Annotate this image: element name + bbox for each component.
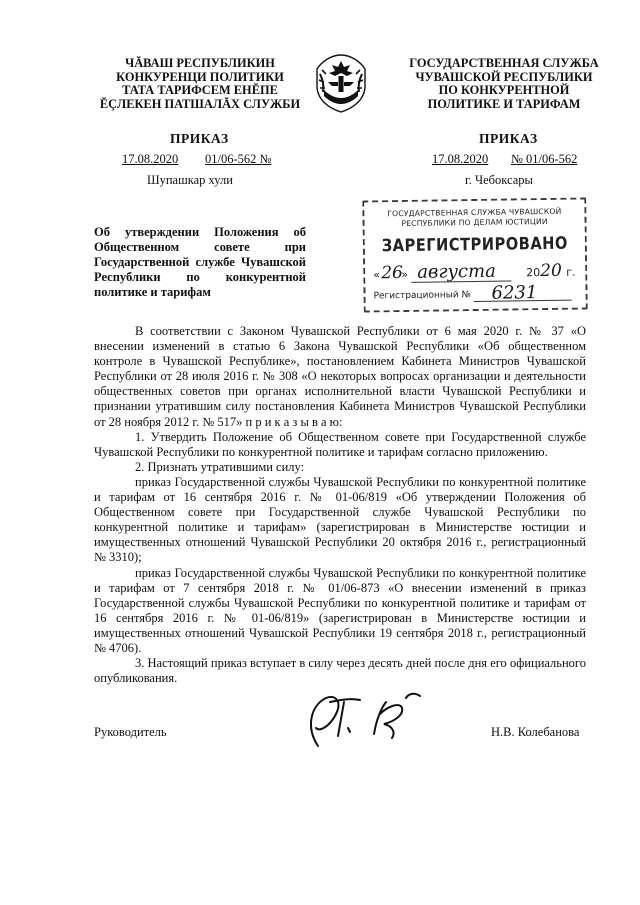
subject-line: Общественном совете при — [94, 239, 306, 254]
header-left-line: ĔÇЛЕКЕН ПАТШАЛĂХ СЛУЖБИ — [99, 96, 301, 111]
order-subject — [94, 225, 306, 300]
stamp-year-suffix: 20 — [540, 260, 563, 282]
header-right-line: ПО КОНКУРЕНТНОЙ — [438, 83, 570, 98]
body-paragraph: приказ Государственной службы Чувашской Республики по конкурентной политике и тарифам от 16 сентября 2016 г. № 01-06/819 «Об утверждении Положения об Общественном совете при Государственной службе Чувашской Республики по конкурентной политике и тарифам» (зарегистрирован в Министерстве юстиции и имущественных отношений Чувашской Республики 20 октября 2016 г., регистрационный № 3310); — [94, 474, 586, 565]
header-russian-name — [398, 57, 610, 111]
stamp-org-line: ГОСУДАРСТВЕННАЯ СЛУЖБА ЧУВАШСКОЙ — [387, 206, 562, 219]
handwritten-signature — [296, 688, 446, 754]
header-right-line: ПОЛИТИКЕ И ТАРИФАМ — [427, 96, 581, 111]
stamp-registration-row — [373, 282, 583, 309]
stamp-organization — [370, 207, 578, 229]
header-left-line: ТАТА ТАРИФСЕМ ЕНĔПЕ — [122, 83, 278, 98]
header-chuvash-name — [94, 57, 306, 111]
stamp-year-unit: г. — [566, 265, 576, 279]
header-right-line: ЧУВАШСКОЙ РЕСПУБЛИКИ — [415, 69, 593, 84]
body-paragraph: приказ Государственной службы Чувашской Республики по конкурентной политике и тарифам от 7 сентября 2018 г. № 01/06-873 «О внесении изменений в приказ Государственной службы Чувашской Республики по конкурентной политике и тарифам от 16 сентября 2016 г. № 01-06/819» (зарегистрирован в Министерстве юстиции и имущественных отношений Чувашской Республики 19 сентября 2018 г., регистрационный № 4706). — [94, 565, 586, 655]
body-paragraph: 3. Настоящий приказ вступает в силу через десять дней после дня его официального опубликования. — [94, 656, 586, 686]
order-city-right: г. Чебоксары — [465, 173, 533, 187]
body-paragraph: В соответствии с Законом Чувашской Республики от 6 мая 2020 г. № 37 «О внесении изменений в статью 6 Закона Чувашской Республики «Об общественном контроле в Чувашской Республике», постановлением Кабинета Министров Чувашской Республики от 28 июля 2016 г. № 308 «О некоторых вопросах организации и деятельности общественных советов при органах исполнительной власти Чувашской Республики и признании утратившим силу постановления Кабинета Министров Чувашской Республики от 28 ноября 2012 г. № 517» п р и к а з ы в а ю: — [94, 324, 586, 429]
signer-name: Н.В. Колебанова — [491, 725, 580, 739]
stamp-reg-number: 6231 — [491, 282, 538, 304]
chuvash-republic-emblem-icon — [310, 52, 372, 114]
signer-title: Руководитель — [94, 725, 167, 739]
order-number-left-value: 01/06-562 № — [205, 152, 272, 166]
body-paragraph: 2. Признать утратившими силу: — [135, 459, 305, 474]
stamp-year-prefix: 20 — [526, 266, 541, 280]
stamp-date-row: « 26 » августа 20 20 г. — [373, 260, 576, 284]
subject-line: Об утверждении Положения об — [94, 225, 306, 239]
stamp-org-line: РЕСПУБЛИКИ ПО ДЕЛАМ ЮСТИЦИИ — [401, 216, 548, 228]
header-left-line: КОНКУРЕНЦИ ПОЛИТИКИ — [116, 69, 284, 84]
registration-stamp — [362, 197, 588, 312]
order-city-left: Шупашкар хули — [147, 173, 233, 187]
header-right-line: ГОСУДАРСТВЕННАЯ СЛУЖБА — [409, 56, 599, 70]
header-left-line: ЧĂВАШ РЕСПУБЛИКИН — [125, 56, 275, 70]
subject-line: Государственной службе Чувашской — [94, 254, 306, 269]
order-date-right: 17.08.2020 — [432, 152, 489, 166]
order-title-left: ПРИКАЗ — [170, 131, 229, 146]
stamp-day: 26 — [381, 263, 404, 284]
stamp-reg-label: Регистрационный № — [373, 290, 472, 302]
body-paragraph: 1. Утвердить Положение об Общественном совете при Государственной службе Чувашской Республики по конкурентной политике и тарифам согласно приложению. — [94, 429, 586, 459]
order-number-left — [205, 152, 271, 167]
order-number-right: № 01/06-562 — [511, 152, 578, 166]
order-title-right: ПРИКАЗ — [479, 131, 538, 146]
order-date-left: 17.08.2020 — [122, 152, 179, 166]
subject-line: политике и тарифам — [94, 284, 211, 299]
stamp-status: ЗАРЕГИСТРИРОВАНО — [381, 233, 569, 257]
subject-line: Республики по конкурентной — [94, 269, 306, 284]
order-body — [94, 324, 586, 686]
stamp-month: августа — [417, 260, 497, 283]
